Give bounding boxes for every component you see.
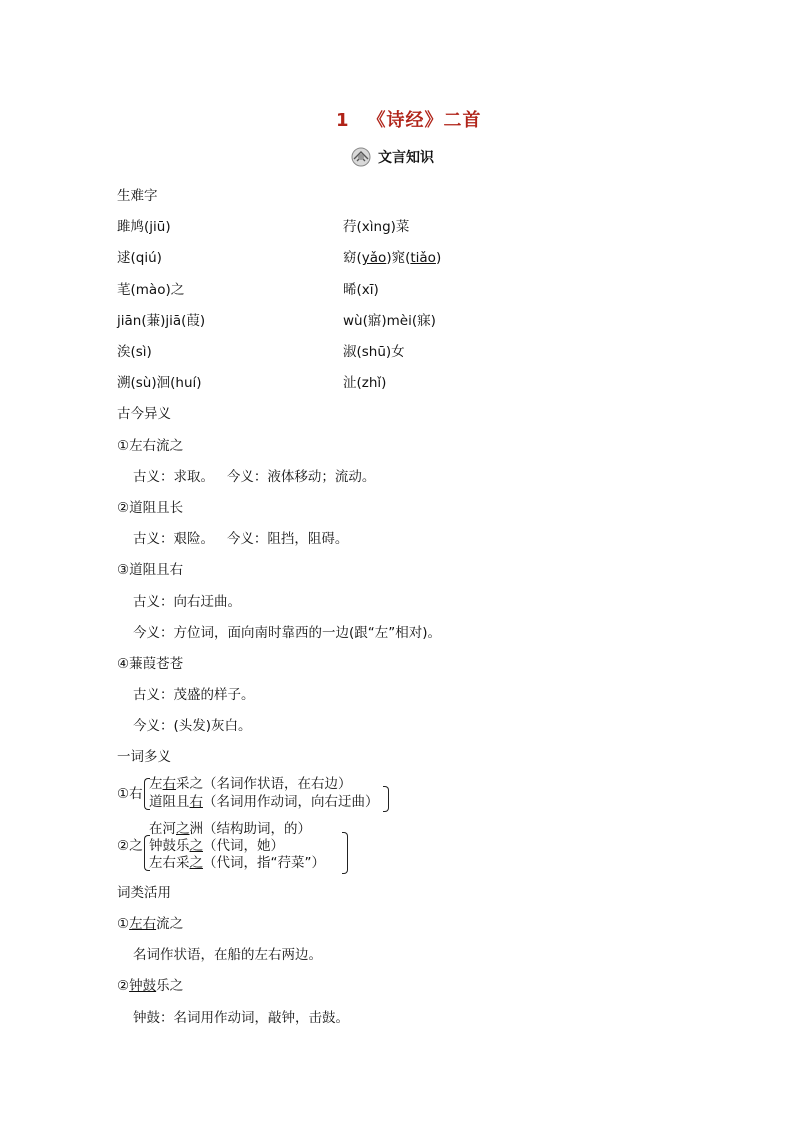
page-title: [336, 106, 482, 132]
section-label: 文言知识: [378, 150, 434, 166]
zhi-3-key: 之: [189, 855, 203, 871]
yaotiao-pinyin-yao: yǎo: [361, 250, 387, 266]
zhi-3-pre: 左右采: [149, 855, 190, 871]
rare-char-left-6: 溯(sù)洄(huí): [117, 375, 202, 391]
rare-char-right-4: wù(寤)mèi(寐): [343, 313, 436, 329]
conversion-word-2: [117, 977, 183, 995]
conversion-2-post: 乐之: [156, 978, 184, 994]
brace-right-you: [383, 786, 389, 812]
polysemy-heading: 一词多义: [117, 749, 171, 765]
conversion-heading: 词类活用: [117, 885, 171, 901]
gujin-ancient-4: 古义：茂盛的样子。: [133, 687, 255, 703]
you-1-pre: 左: [149, 776, 163, 792]
conversion-1-key: 左右: [129, 916, 157, 932]
conversion-2-num: ②: [117, 978, 130, 994]
zhi-2-key: 之: [189, 838, 203, 854]
rare-char-left-2: 逑(qiú): [117, 250, 162, 266]
chapter-title: 《诗经》二首: [367, 110, 482, 131]
rare-char-right-1: 荇(xìng)菜: [343, 219, 410, 235]
polysemy-you-1: [149, 775, 352, 793]
rare-char-right-6: 沚(zhǐ): [343, 375, 387, 391]
zhi-1-pre: 在河: [149, 821, 176, 837]
yaotiao-pinyin-tiao: tiǎo: [410, 250, 436, 266]
polysemy-zhi-2: [149, 837, 284, 855]
gujin-heading: 古今异义: [117, 406, 171, 422]
conversion-meaning-2: 钟鼓：名词用作动词，敲钟，击鼓。: [133, 1010, 349, 1026]
zhi-2-post: （代词，她）: [203, 838, 284, 854]
rare-chars-heading: 生难字: [117, 188, 158, 204]
polysemy-zhi-1: [149, 820, 311, 838]
chapter-number: 1: [336, 110, 350, 131]
rare-char-left-1: 雎鸠(jiū): [117, 219, 171, 235]
gujin-modern-3: 今义：方位词，面向南时靠西的一边(跟“左”相对)。: [133, 625, 442, 641]
conversion-1-num: ①: [117, 916, 130, 932]
gujin-word-4: ④蒹葭苍苍: [117, 656, 184, 672]
yaotiao-part-a: 窈(: [343, 250, 362, 266]
you-1-key: 右: [162, 776, 176, 792]
conversion-word-1: [117, 915, 183, 933]
zhi-2-pre: 钟鼓乐: [149, 838, 190, 854]
conversion-1-post: 流之: [156, 916, 184, 932]
gujin-word-1: ①左右流之: [117, 438, 184, 454]
gujin-word-3: ③道阻且右: [117, 562, 184, 578]
you-1-post: 采之（名词作状语，在右边）: [176, 776, 352, 792]
you-2-post: （名词用作动词，向右迂曲）: [203, 794, 379, 810]
rare-char-left-4: jiān(蒹)jiā(葭): [117, 313, 206, 329]
you-2-key: 右: [189, 794, 203, 810]
rare-char-left-3: 芼(mào)之: [117, 282, 185, 298]
polysemy-label-zhi: ②之: [117, 838, 143, 854]
you-2-pre: 道阻且: [149, 794, 190, 810]
rare-char-yaotiao: [343, 249, 441, 267]
polysemy-label-you: ①右: [117, 786, 143, 802]
zhi-3-post: （代词，指“荇菜”）: [203, 855, 325, 871]
conversion-2-key: 钟鼓: [129, 978, 157, 994]
rare-char-right-5: 淑(shū)女: [343, 344, 405, 360]
yaotiao-part-c: )窕(: [386, 250, 411, 266]
gujin-meaning-1: 古义：求取。 今义：液体移动；流动。: [133, 469, 376, 485]
brace-right-zhi: [342, 832, 348, 874]
section-badge: [350, 146, 434, 168]
polysemy-you-2: [149, 793, 379, 811]
gujin-ancient-3: 古义：向右迂曲。: [133, 594, 241, 610]
zhi-1-post: 洲（结构助词，的）: [189, 821, 311, 837]
gujin-modern-4: 今义：(头发)灰白。: [133, 718, 252, 734]
rare-char-left-5: 涘(sì): [117, 344, 152, 360]
gujin-word-2: ②道阻且长: [117, 500, 184, 516]
gujin-meaning-2: 古义：艰险。 今义：阻挡，阻碍。: [133, 531, 349, 547]
ornament-icon: [350, 146, 372, 168]
conversion-meaning-1: 名词作状语，在船的左右两边。: [133, 947, 322, 963]
yaotiao-part-e: ): [435, 250, 442, 266]
rare-char-right-3: 晞(xī): [343, 282, 379, 298]
polysemy-zhi-3: [149, 854, 325, 872]
zhi-1-key: 之: [176, 821, 190, 837]
